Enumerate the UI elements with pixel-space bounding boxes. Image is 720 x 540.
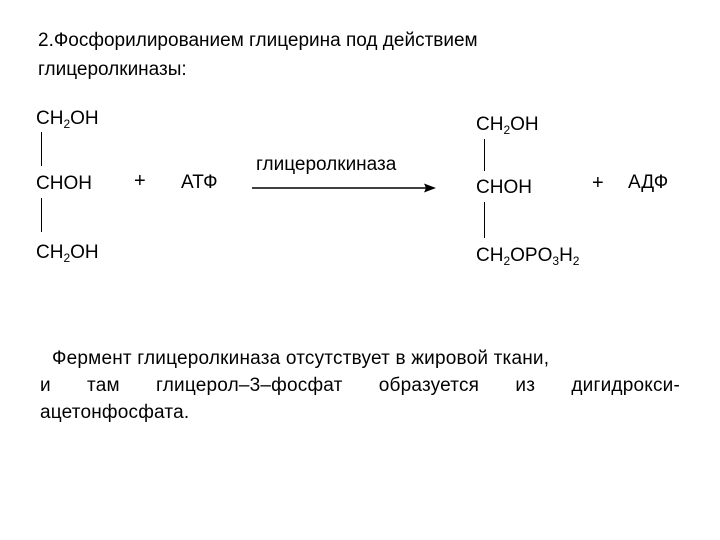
reaction-arrow — [250, 180, 440, 196]
plus-sign-2: + — [592, 172, 604, 194]
atp-label: АТФ — [181, 172, 218, 193]
reactant-bond-lower — [41, 198, 42, 232]
product-bottom-subscript-2: 3 — [552, 254, 560, 268]
product-bottom-h: H — [559, 245, 573, 266]
slide-title — [38, 26, 698, 84]
reactant-bottom-group — [36, 242, 99, 264]
reactant-bond-upper — [41, 132, 42, 166]
product-top-group — [476, 114, 539, 136]
product-bond-lower — [484, 202, 485, 238]
reactant-top-group — [36, 108, 99, 130]
product-bond-upper — [484, 139, 485, 171]
product-bottom-ch: CH — [476, 245, 504, 266]
arrow-icon — [250, 180, 440, 196]
reactant-bottom-ch: CH — [36, 242, 64, 263]
product-bottom-opo: OPO — [510, 245, 553, 266]
product-top-ch: CH — [476, 114, 504, 135]
title-line-1: 2.Фосфорилированием глицерина под действием — [38, 30, 478, 51]
reactant-bottom-oh: OH — [70, 242, 99, 263]
product-middle-group: CHOH — [476, 177, 532, 198]
product-bottom-group — [476, 245, 579, 267]
product-bottom-subscript-1: 2 — [503, 254, 511, 268]
product-top-subscript: 2 — [503, 123, 511, 137]
title-line-2: глицеролкиназы: — [38, 59, 187, 80]
adp-label: АДФ — [628, 172, 669, 193]
note-line-3: ацетонфосфата. — [40, 402, 190, 423]
note-line-1: Фермент глицеролкиназа отсутствует в жировой ткани, — [52, 348, 550, 369]
note-paragraph — [40, 345, 680, 426]
note-line-2: и там глицерол–3–фосфат образуется из дигидрокси- — [40, 375, 680, 396]
reactant-top-ch: CH — [36, 108, 64, 129]
reactant-top-oh: OH — [70, 108, 99, 129]
reactant-top-subscript: 2 — [63, 117, 71, 131]
plus-sign-1: + — [134, 170, 146, 192]
reactant-bottom-subscript: 2 — [63, 251, 71, 265]
product-bottom-subscript-3: 2 — [572, 254, 580, 268]
product-top-oh: OH — [510, 114, 539, 135]
reactant-middle-group: CHOH — [36, 173, 92, 194]
enzyme-label: глицеролкиназа — [256, 154, 397, 175]
